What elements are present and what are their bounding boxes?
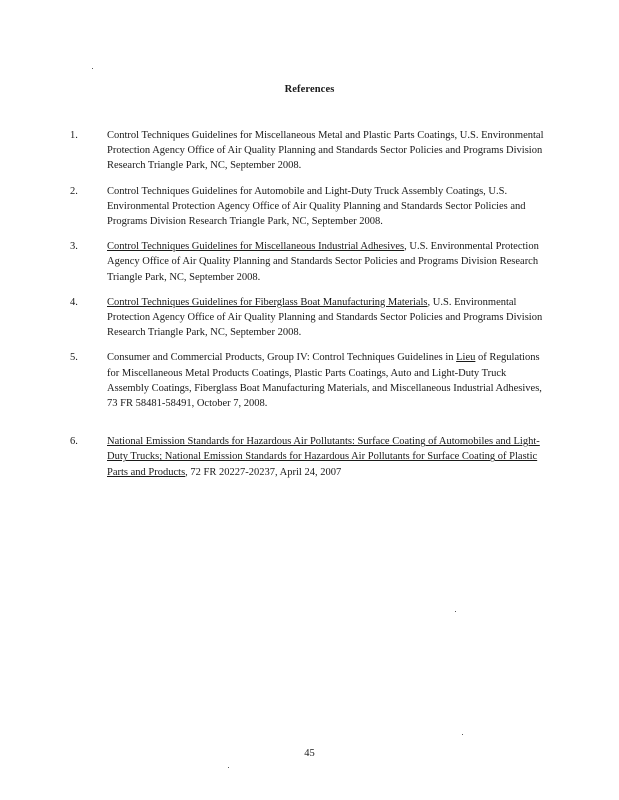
scan-speck <box>228 767 229 768</box>
reference-text <box>107 434 547 480</box>
reference-item <box>70 350 550 411</box>
reference-text-part: , U.S. Environmental Protection Agency Office of Air Quality Planning and Standards Sector Policies and Programs Division Research Triangle Park, NC, September 2008. <box>107 241 539 283</box>
reference-number: 1. <box>70 130 78 141</box>
reference-title-underlined: National Emission Standards for Hazardous Air Pollutants: Surface Coating of Automobiles and Light-Duty Trucks; National Emission Standards for Hazardous Air Pollutants for Surface Coating of Plastic Parts and Products <box>107 436 540 478</box>
reference-item <box>70 434 550 480</box>
scan-speck <box>92 68 93 69</box>
reference-text-part: , U.S. Environmental Protection Agency Office of Air Quality Planning and Standards Sector Policies and Programs Division Research Triangle Park, NC, September 2008. <box>107 296 543 339</box>
reference-number: 4. <box>70 296 78 308</box>
reference-number: 5. <box>70 352 78 364</box>
reference-text <box>107 128 547 174</box>
reference-list <box>70 128 550 490</box>
reference-text-part: Control Techniques Guidelines for Miscellaneous Metal and Plastic Parts Coatings, U.S. Environmental Protection Agency Office of Air Quality Planning and Standards Sector Policies and Programs Division Research Triangle Park, NC, September 2008. <box>107 130 544 172</box>
reference-text-part: of Regulations for Miscellaneous Metal Products Coatings, Plastic Parts Coatings, Auto and Light-Duty Truck Assembly Coatings, Fiberglass Boat Manufacturing Materials, and Miscellaneous Industrial Adhesives, 73 FR 58481-58491, October 7, 2008. <box>107 352 542 410</box>
reference-text-part: Consumer and Commercial Products, Group IV: Control Techniques Guidelines in <box>107 352 457 364</box>
reference-item <box>70 239 550 285</box>
page-number: 45 <box>304 748 315 759</box>
reference-title-underlined: Lieu <box>456 352 476 364</box>
reference-text <box>107 239 547 285</box>
reference-text <box>107 350 547 411</box>
reference-text-part: Control Techniques Guidelines for Automobile and Light-Duty Truck Assembly Coatings, U.S. Environmental Protection Agency Office of Air Quality Planning and Standards Sector Policies and Programs Division Research Triangle Park, NC, September 2008. <box>107 185 526 228</box>
reference-title-underlined: Control Techniques Guidelines for Miscellaneous Industrial Adhesives <box>107 241 405 253</box>
scan-speck <box>462 734 463 735</box>
reference-text <box>107 184 547 230</box>
reference-item <box>70 295 550 341</box>
reference-number: 3. <box>70 241 78 253</box>
reference-number: 2. <box>70 185 78 197</box>
reference-item <box>70 184 550 230</box>
reference-title-underlined: Control Techniques Guidelines for Fiberglass Boat Manufacturing Materials <box>107 296 428 308</box>
reference-text <box>107 295 547 341</box>
reference-item <box>70 128 550 174</box>
reference-number: 6. <box>70 436 78 448</box>
page-title: References <box>284 84 335 95</box>
reference-text-part: , 72 FR 20227-20237, April 24, 2007 <box>185 466 342 478</box>
scan-speck <box>455 611 456 612</box>
